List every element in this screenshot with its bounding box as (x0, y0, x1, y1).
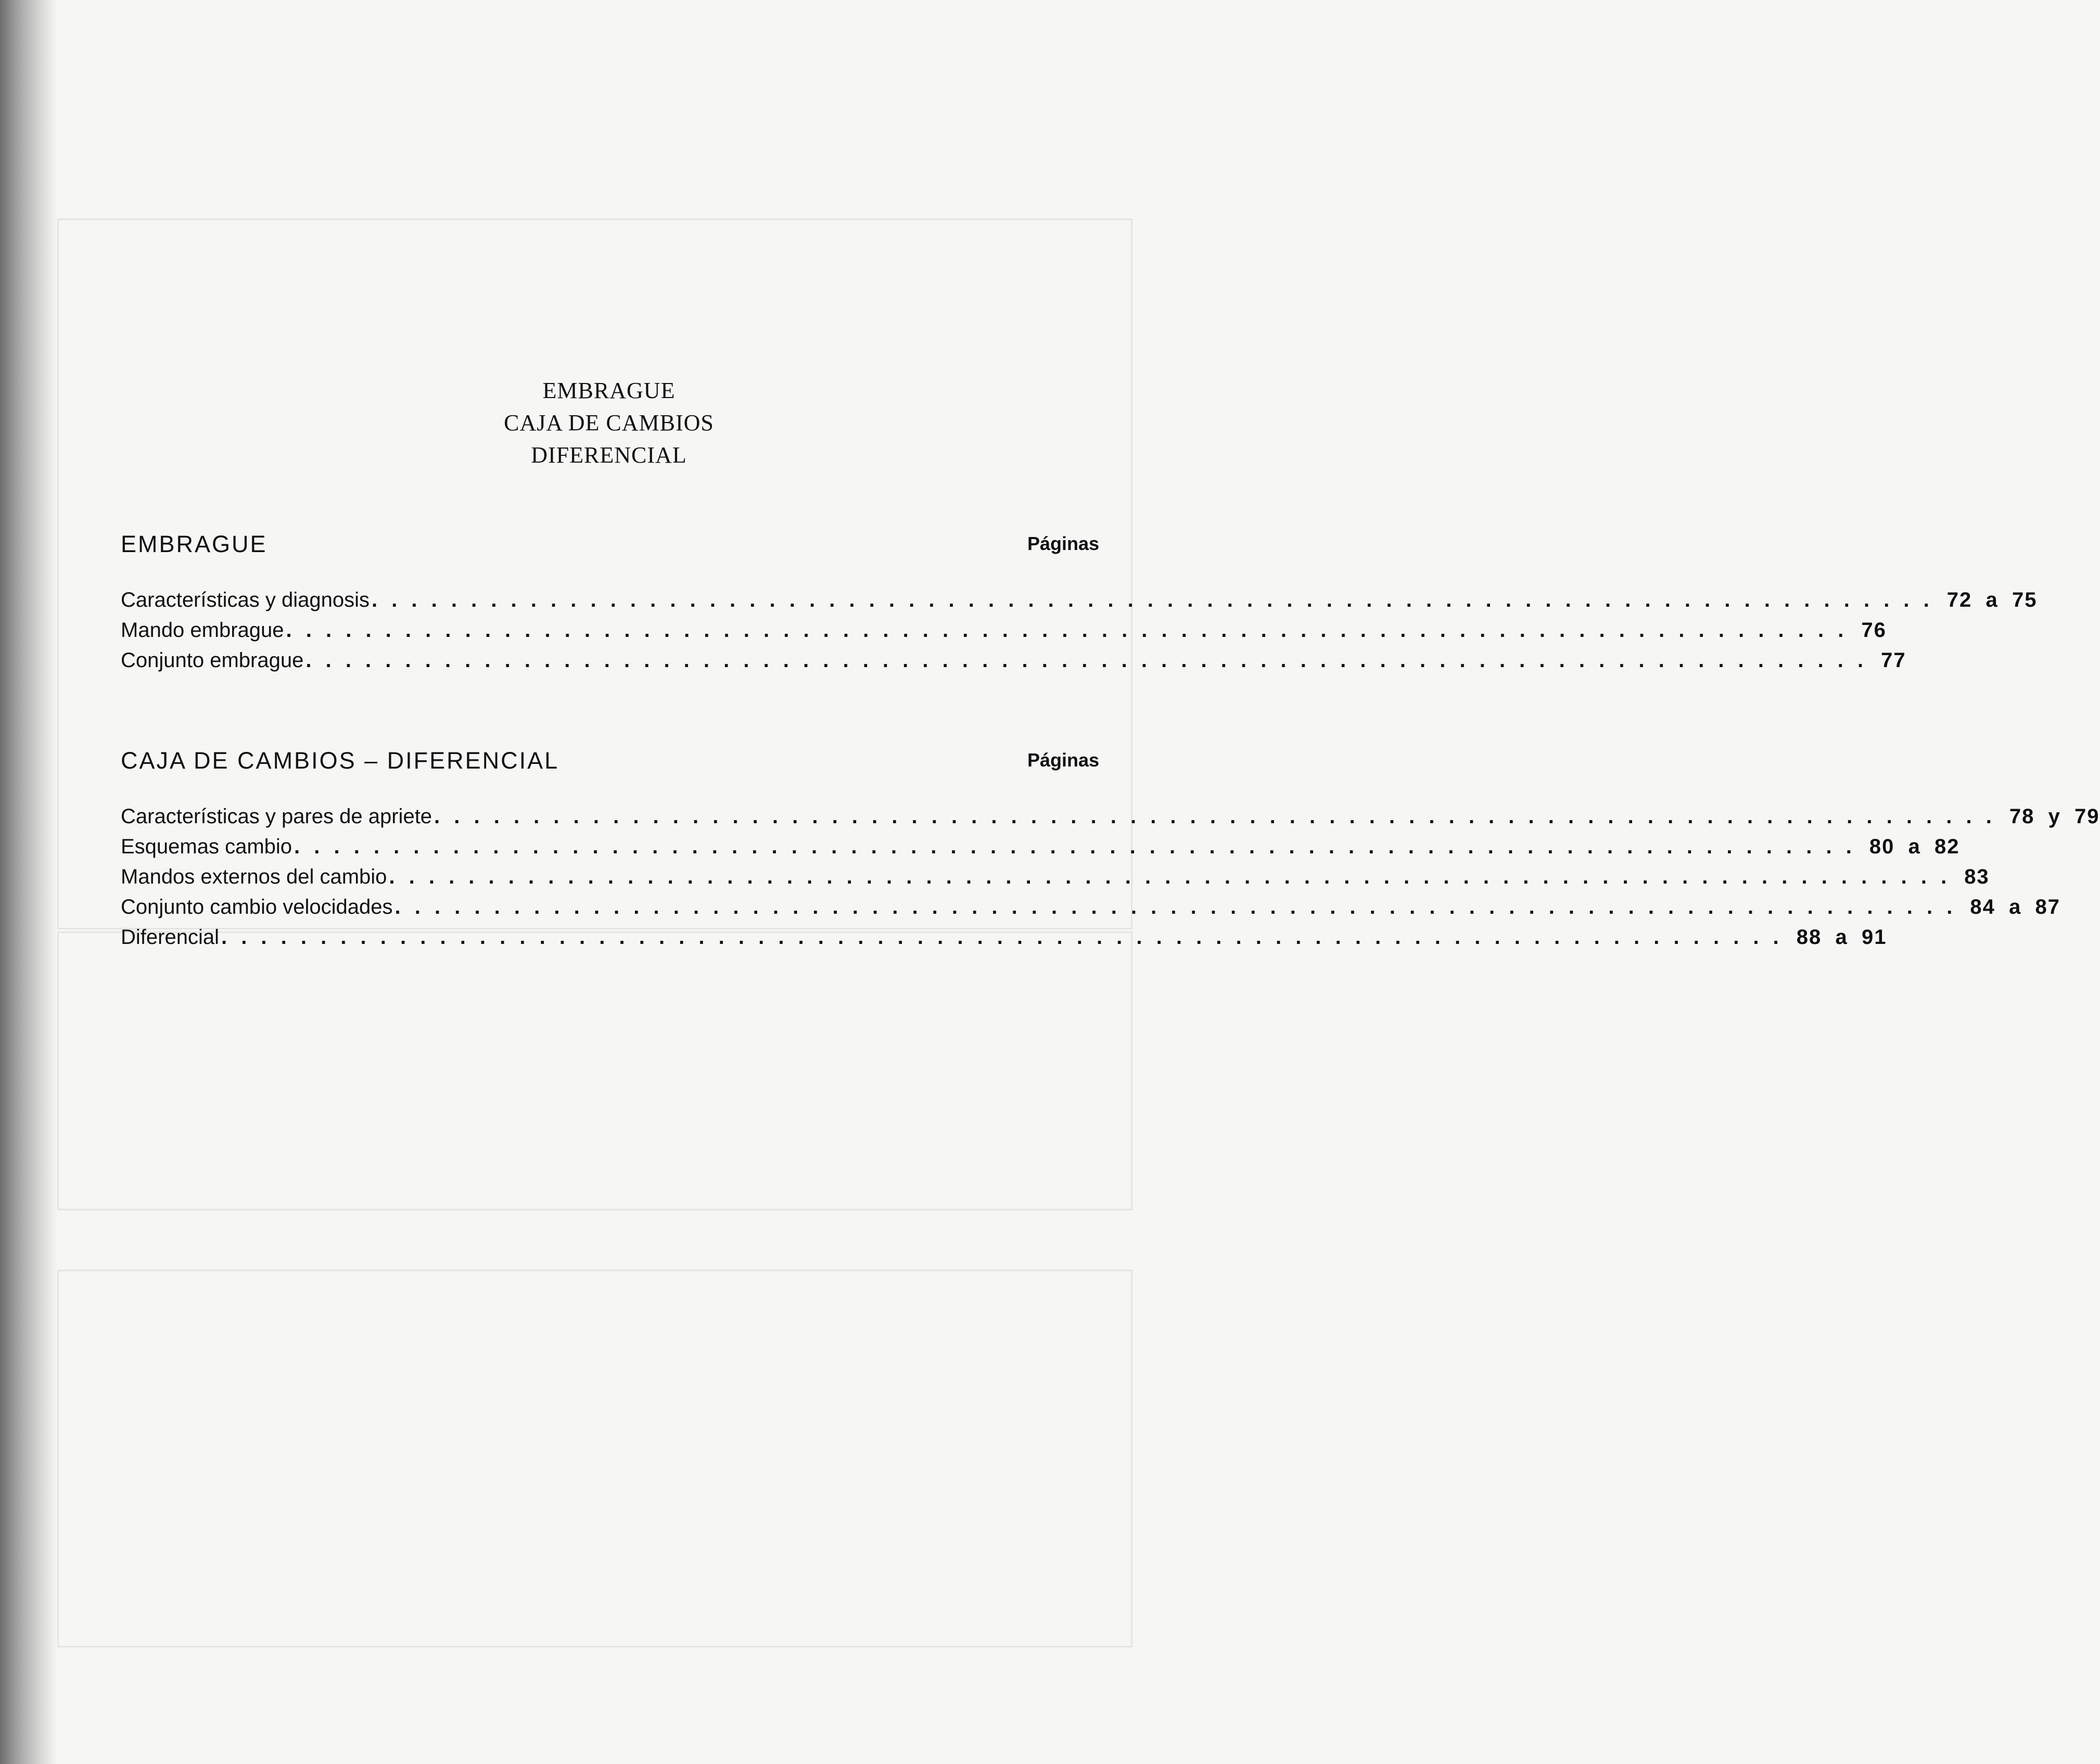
toc-entry[interactable] (121, 892, 2061, 922)
toc-entry-label: Mandos externos del cambio (121, 865, 387, 888)
toc-entry-list (121, 585, 2038, 675)
toc-entry-label: Conjunto embrague (121, 649, 304, 672)
toc-entry-pages: 76 (1861, 619, 1887, 642)
pages-column-header: Páginas (1027, 749, 1099, 771)
toc-entry-pages: 88 a 91 (1796, 926, 1887, 949)
bleed-through-table (57, 931, 1132, 1210)
toc-entry-label: Esquemas cambio (121, 835, 292, 858)
heading-line-3: DIFERENCIAL (531, 442, 687, 468)
toc-entry-label: Conjunto cambio velocidades (121, 896, 393, 918)
bleed-through-table (57, 1270, 1132, 1647)
binding-shadow (0, 0, 57, 1764)
toc-entry-pages: 77 (1881, 649, 1906, 672)
toc-entry-label: Diferencial (121, 926, 219, 949)
toc-entry-pages: 84 a 87 (1970, 896, 2061, 918)
toc-entry[interactable] (121, 922, 1887, 952)
toc-entry-list (121, 801, 2100, 952)
toc-leader-dots: . . . . . . . . . . . . . . . . . . . . . . . . . . . . . . . . . . . . . . . . . . . . . . . . . . . . . . . . . . . . . . . . . . . . . . . . . . . . . . . (306, 649, 1868, 672)
toc-entry-label: Mando embrague (121, 619, 284, 642)
toc-entry-pages: 78 y 79 (2009, 805, 2100, 828)
toc-entry[interactable] (121, 615, 1887, 645)
toc-entry-pages: 72 a 75 (1946, 589, 2038, 611)
section-title: CAJA DE CAMBIOS – DIFERENCIAL (121, 747, 559, 774)
heading-line-1: EMBRAGUE (542, 378, 676, 403)
toc-section-caja-de-cambios (121, 738, 2100, 952)
page-heading (453, 375, 765, 471)
toc-leader-dots: . . . . . . . . . . . . . . . . . . . . . . . . . . . . . . . . . . . . . . . . . . . . . . . . . . . . . . . . . . . . . . . . . . . . . . . . . . . . . . . (434, 805, 1996, 828)
toc-leader-dots: . . . . . . . . . . . . . . . . . . . . . . . . . . . . . . . . . . . . . . . . . . . . . . . . . . . . . . . . . . . . . . . . . . . . . . . . . . . . . . . (221, 926, 1783, 949)
heading-line-2: CAJA DE CAMBIOS (504, 410, 714, 436)
section-title: EMBRAGUE (121, 531, 268, 557)
toc-leader-dots: . . . . . . . . . . . . . . . . . . . . . . . . . . . . . . . . . . . . . . . . . . . . . . . . . . . . . . . . . . . . . . . . . . . . . . . . . . . . . . . (286, 619, 1848, 642)
section-header (121, 738, 1099, 774)
toc-leader-dots: . . . . . . . . . . . . . . . . . . . . . . . . . . . . . . . . . . . . . . . . . . . . . . . . . . . . . . . . . . . . . . . . . . . . . . . . . . . . . . . (389, 865, 1951, 888)
toc-entry[interactable] (121, 585, 2038, 615)
toc-leader-dots: . . . . . . . . . . . . . . . . . . . . . . . . . . . . . . . . . . . . . . . . . . . . . . . . . . . . . . . . . . . . . . . . . . . . . . . . . . . . . . . (394, 896, 1957, 918)
toc-entry-pages: 80 a 82 (1869, 835, 1960, 858)
toc-entry[interactable] (121, 801, 2100, 832)
toc-entry-label: Características y pares de apriete (121, 805, 432, 828)
toc-entry[interactable] (121, 862, 1990, 892)
toc-entry-label: Características y diagnosis (121, 589, 370, 611)
toc-entry[interactable] (121, 832, 1960, 862)
toc-entry-pages: 83 (1964, 865, 1990, 888)
toc-leader-dots: . . . . . . . . . . . . . . . . . . . . . . . . . . . . . . . . . . . . . . . . . . . . . . . . . . . . . . . . . . . . . . . . . . . . . . . . . . . . . . . (294, 835, 1856, 858)
toc-section-embrague (121, 521, 2038, 675)
section-header (121, 521, 1099, 558)
toc-leader-dots: . . . . . . . . . . . . . . . . . . . . . . . . . . . . . . . . . . . . . . . . . . . . . . . . . . . . . . . . . . . . . . . . . . . . . . . . . . . . . . . (371, 589, 1933, 611)
pages-column-header: Páginas (1027, 533, 1099, 554)
toc-entry[interactable] (121, 645, 1906, 675)
